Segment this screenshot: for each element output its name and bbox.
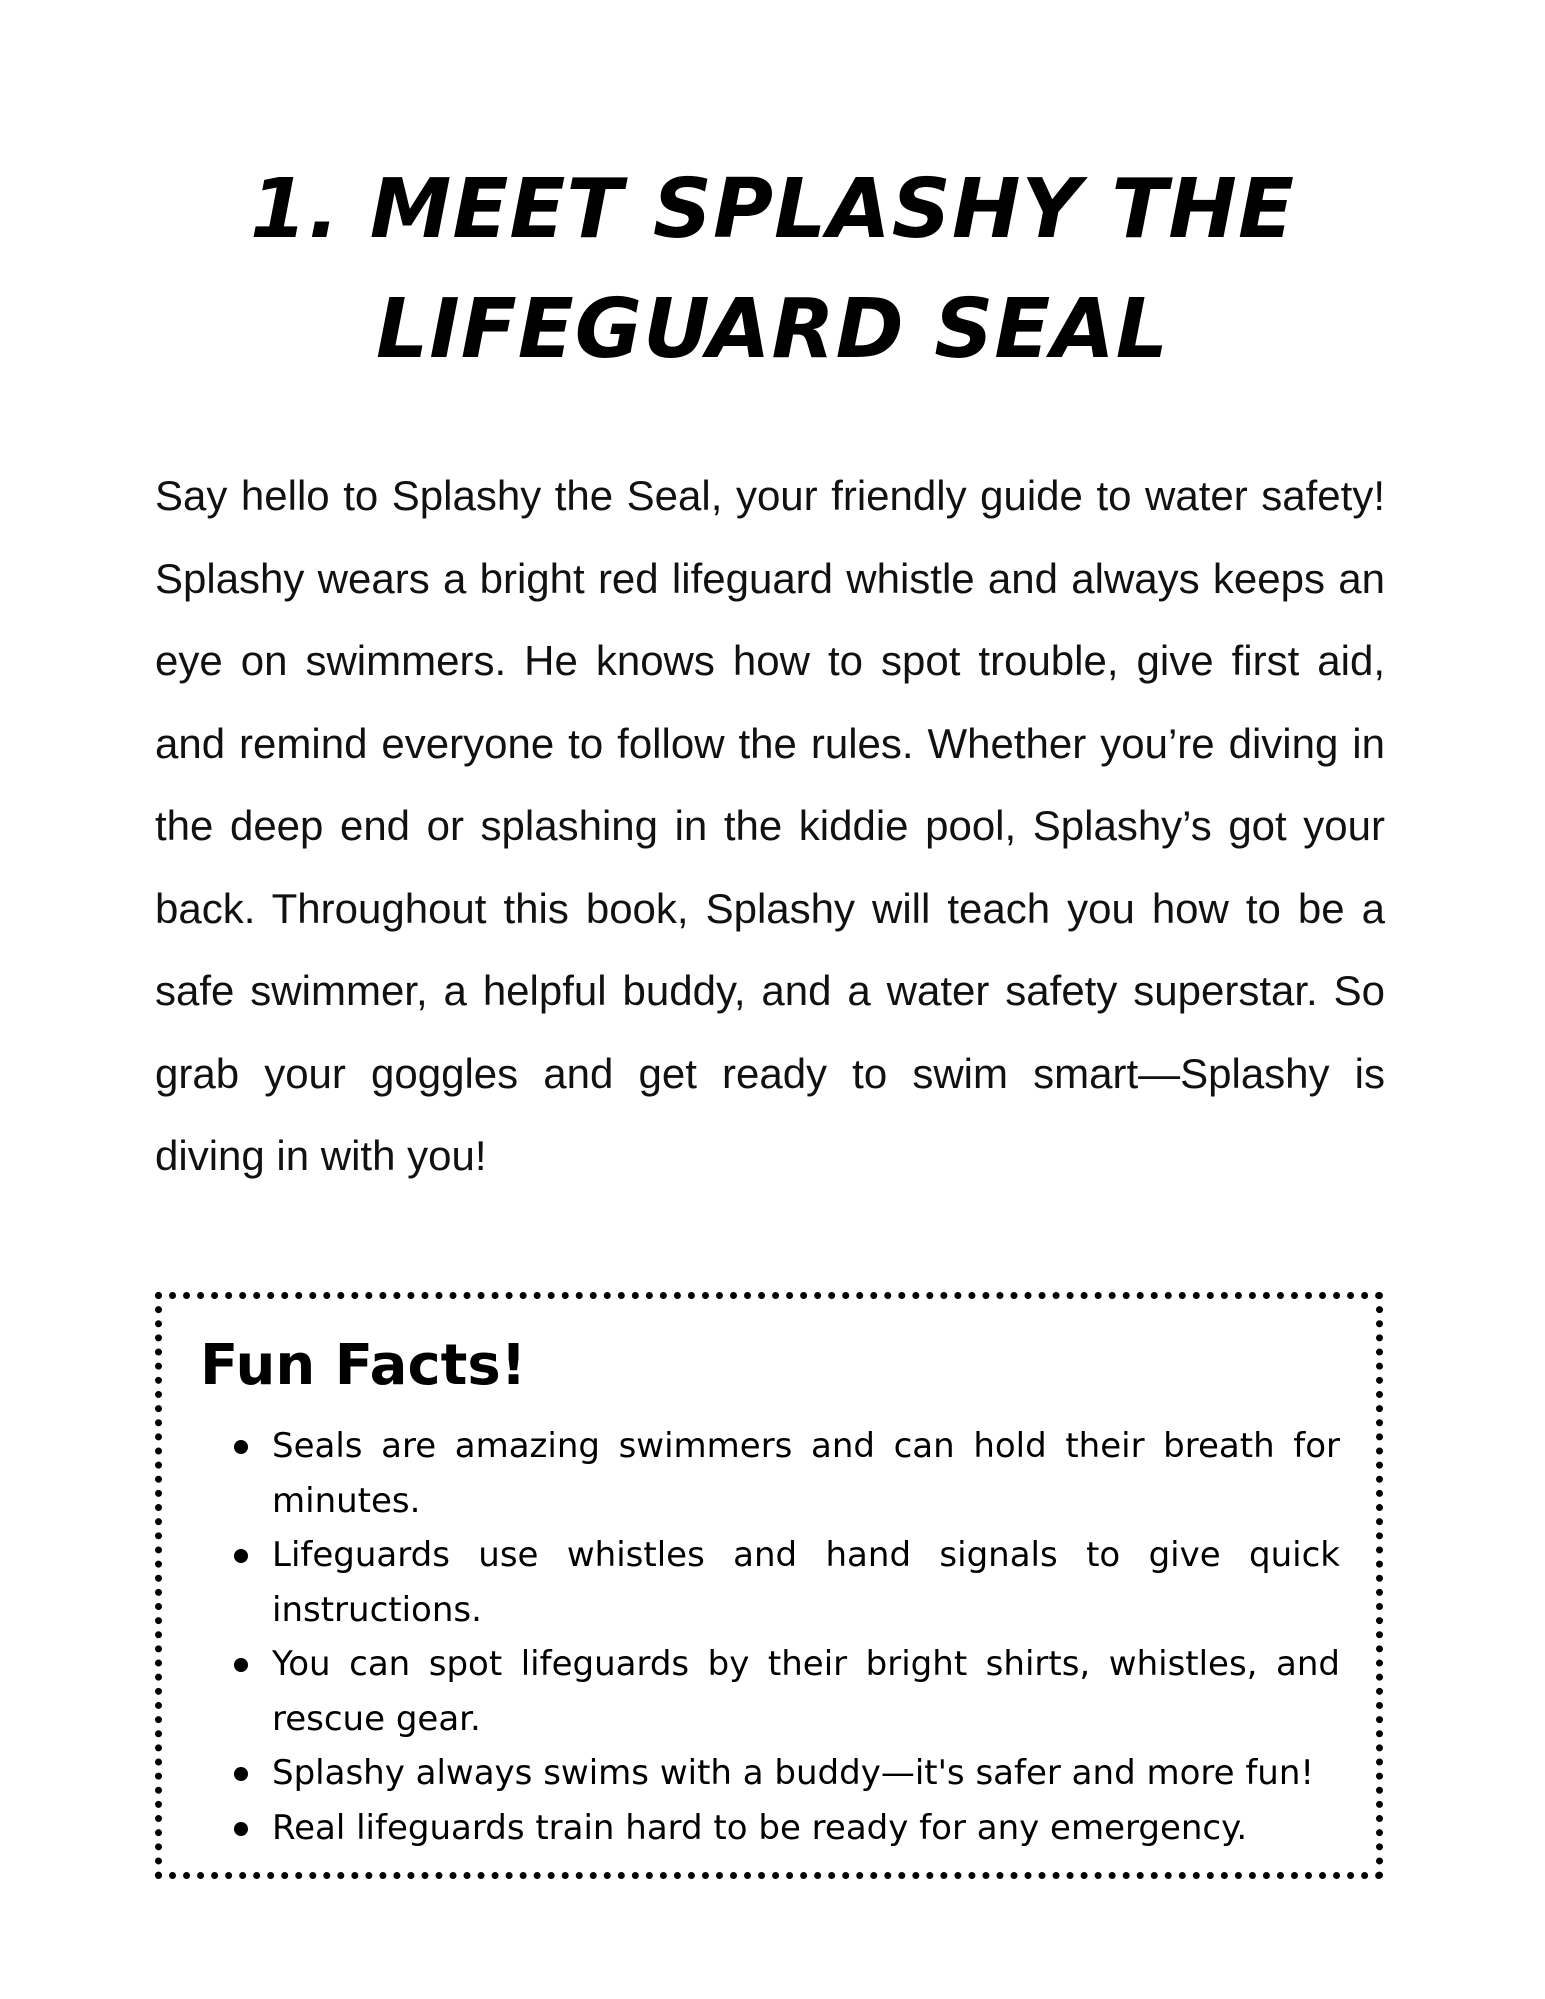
fun-fact-text: Splashy always swims with a buddy—it's safer and more fun!: [272, 1753, 1315, 1793]
bullet-icon: [234, 1440, 248, 1454]
bullet-icon: [234, 1549, 248, 1563]
bullet-icon: [234, 1658, 248, 1672]
list-item: [272, 1637, 1340, 1746]
fun-facts-heading: Fun Facts!: [200, 1333, 527, 1398]
list-item: [272, 1419, 1340, 1528]
intro-paragraph: Say hello to Splashy the Seal, your friendly guide to water safety! Splashy wears a bright red lifeguard whistle and always keeps an eye on swimmers. He knows how to spot trouble, give first aid, and remind everyone to follow the rules. Whether you’re diving in the deep end or splashing in the kiddie pool, Splashy’s got your back. Throughout this book, Splashy will teach you how to be a safe swimmer, a helpful buddy, and a water safety superstar. So grab your goggles and get ready to swim smart—Splashy is diving in with you!: [155, 472, 1385, 1179]
fun-facts-list: [272, 1419, 1340, 1855]
bullet-icon: [234, 1822, 248, 1836]
fun-fact-text: Seals are amazing swimmers and can hold their breath for minutes.: [272, 1426, 1340, 1521]
fun-facts-box: [155, 1292, 1383, 1879]
page-title-line-1: 1. MEET SPLASHY THE: [250, 162, 1295, 257]
page-title: [200, 150, 1345, 390]
page-title-line-2: LIFEGUARD SEAL: [376, 282, 1169, 377]
list-item: [272, 1528, 1340, 1637]
fun-fact-text: Lifeguards use whistles and hand signals to give quick instructions.: [272, 1535, 1340, 1630]
list-item: [272, 1746, 1340, 1801]
list-item: [272, 1801, 1340, 1856]
bullet-icon: [234, 1767, 248, 1781]
fun-fact-text: Real lifeguards train hard to be ready for any emergency.: [272, 1807, 1248, 1848]
fun-fact-text: You can spot lifeguards by their bright shirts, whistles, and rescue gear.: [272, 1644, 1340, 1739]
